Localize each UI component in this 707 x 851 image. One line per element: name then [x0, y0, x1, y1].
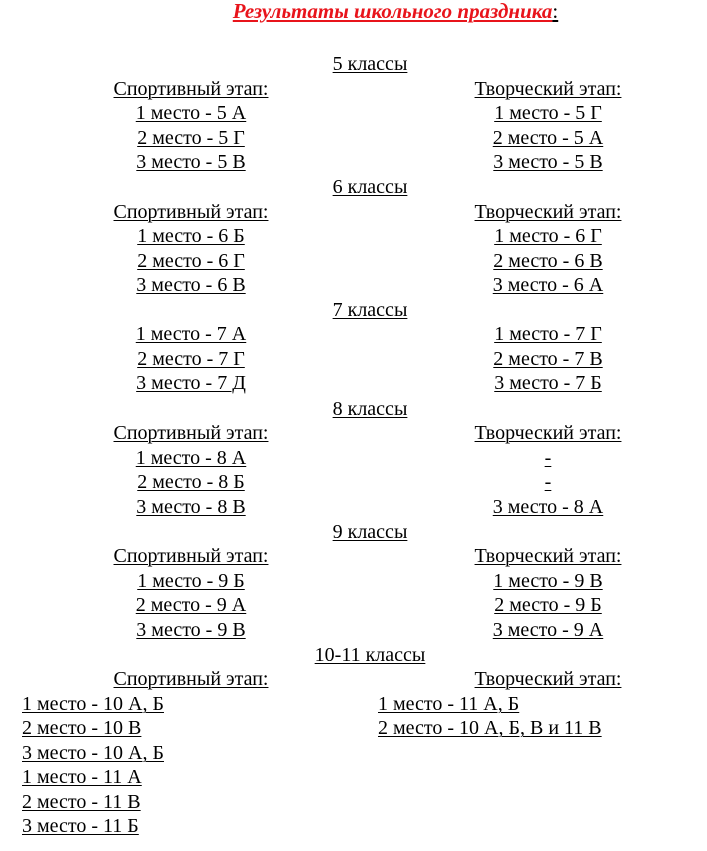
creative-result: -: [544, 447, 552, 469]
sport-result: 2 место - 6 Г: [137, 250, 245, 272]
sport-result: 3 место - 10 А, Б: [22, 742, 164, 764]
sport-result: 3 место - 7 Д: [136, 372, 246, 394]
sport-result: 1 место - 7 А: [135, 323, 247, 345]
creative-result: 3 место - 7 Б: [494, 372, 602, 394]
sport-result: 3 место - 8 В: [136, 496, 246, 518]
sport-result: 1 место - 6 Б: [137, 225, 245, 247]
creative-result: -: [544, 471, 552, 493]
sport-result: 2 место - 11 В: [22, 791, 141, 813]
section-header: 8 классы: [332, 398, 408, 420]
sport-result: 1 место - 5 А: [135, 102, 247, 124]
sport-result: 3 место - 11 Б: [22, 815, 139, 837]
sport-result: 3 место - 9 В: [136, 619, 246, 641]
section-header: 5 классы: [332, 53, 408, 75]
creative-result: 1 место - 7 Г: [494, 323, 602, 345]
creative-stage-label: Творческий этап:: [474, 668, 622, 690]
creative-result: 2 место - 7 В: [493, 348, 603, 370]
sport-result: 2 место - 5 Г: [137, 127, 245, 149]
sport-stage-label: Спортивный этап:: [113, 668, 269, 690]
creative-result: 1 место - 11 А, Б: [378, 693, 520, 715]
sport-stage-label: Спортивный этап:: [113, 201, 269, 223]
sport-result: 1 место - 9 Б: [137, 570, 245, 592]
creative-stage-label: Творческий этап:: [474, 78, 622, 100]
creative-result: 1 место - 9 В: [493, 570, 603, 592]
sport-result: 3 место - 6 В: [136, 274, 246, 296]
section-header: 10-11 классы: [314, 644, 426, 666]
creative-stage-label: Творческий этап:: [474, 201, 622, 223]
sport-result: 2 место - 8 Б: [137, 471, 245, 493]
sport-stage-label: Спортивный этап:: [113, 545, 269, 567]
title-text: Результаты школьного праздника: [232, 0, 553, 23]
creative-result: 3 место - 5 В: [493, 151, 603, 173]
creative-result: 3 место - 6 А: [492, 274, 604, 296]
section-header: 9 классы: [332, 521, 408, 543]
creative-result: 1 место - 5 Г: [494, 102, 602, 124]
sport-result: 2 место - 7 Г: [137, 348, 245, 370]
section-header: 6 классы: [332, 176, 408, 198]
page-title: [0, 0, 707, 24]
creative-result: 2 место - 5 А: [492, 127, 604, 149]
creative-result: 2 место - 10 А, Б, В и 11 В: [378, 717, 602, 739]
section-header: 7 классы: [332, 299, 408, 321]
creative-stage-label: Творческий этап:: [474, 422, 622, 444]
sport-result: 2 место - 9 А: [135, 594, 247, 616]
creative-stage-label: Творческий этап:: [474, 545, 622, 567]
creative-result: 1 место - 6 Г: [494, 225, 602, 247]
title-colon: :: [552, 0, 559, 23]
creative-result: 2 место - 6 В: [493, 250, 603, 272]
sport-result: 1 место - 10 А, Б: [22, 693, 164, 715]
sport-stage-label: Спортивный этап:: [113, 422, 269, 444]
sport-result: 2 место - 10 В: [22, 717, 142, 739]
creative-result: 2 место - 9 Б: [494, 594, 602, 616]
sport-result: 3 место - 5 В: [136, 151, 246, 173]
sport-result: 1 место - 11 А: [22, 766, 142, 788]
sport-result: 1 место - 8 А: [135, 447, 247, 469]
sport-stage-label: Спортивный этап:: [113, 78, 269, 100]
creative-result: 3 место - 9 А: [492, 619, 604, 641]
creative-result: 3 место - 8 А: [492, 496, 604, 518]
